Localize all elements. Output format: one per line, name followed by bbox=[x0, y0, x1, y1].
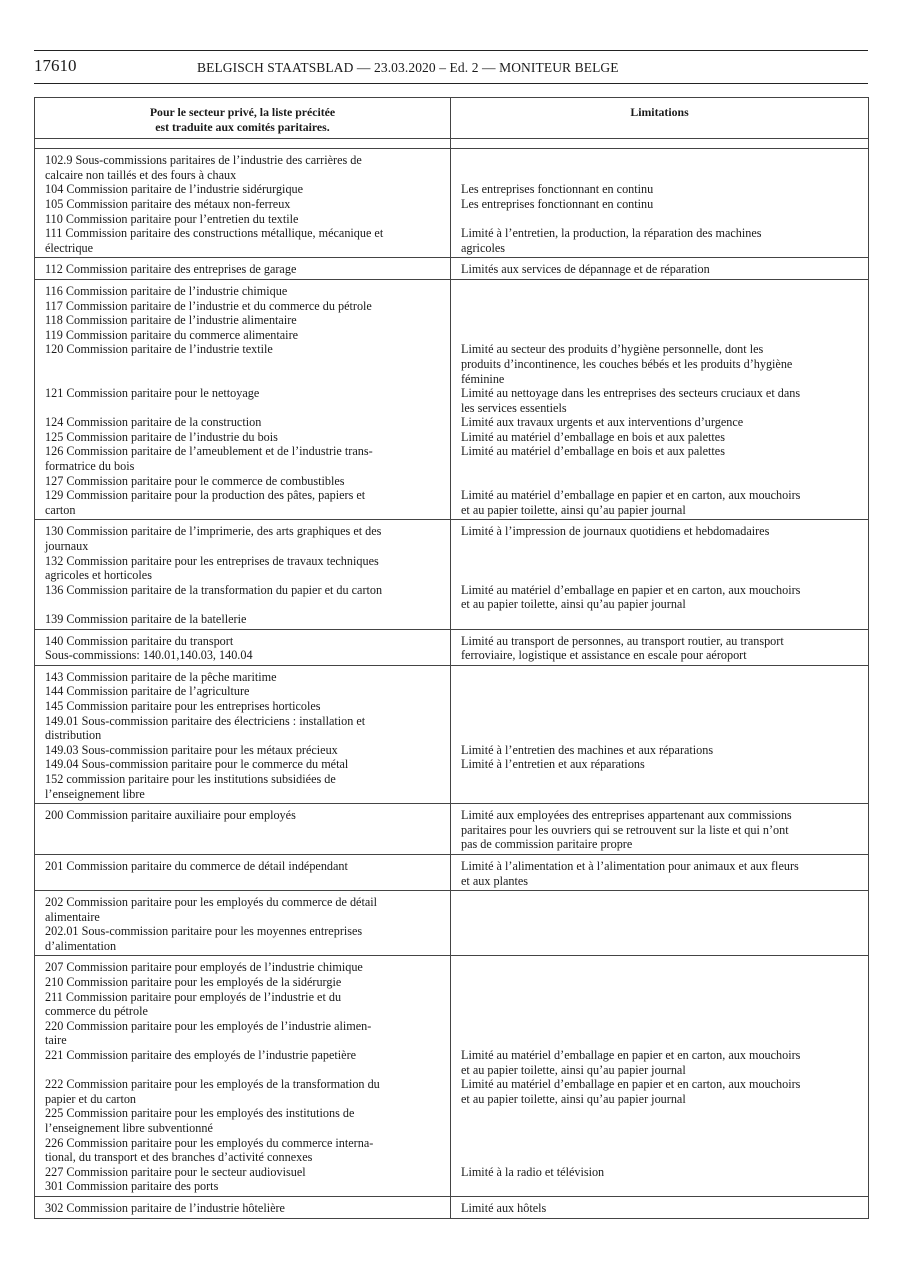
committee-line: 227 Commission paritaire pour le secteur audiovisuel bbox=[45, 1164, 306, 1179]
limitation-line: Limité à l’impression de journaux quotidiens et hebdomadaires bbox=[461, 524, 770, 539]
limitation-line: Limité au nettoyage dans les entreprises des secteurs cruciaux et dans bbox=[461, 386, 801, 401]
limitation-line bbox=[461, 714, 858, 729]
limitation-line: Limité au matériel d’emballage en papier et en carton, aux mouchoirs bbox=[461, 582, 801, 597]
table-row bbox=[35, 665, 869, 803]
limitation-line bbox=[461, 684, 858, 699]
limitation-line: Limité au transport de personnes, au transport routier, au transport bbox=[461, 633, 784, 648]
limitation-line bbox=[461, 787, 858, 802]
limitation-line bbox=[461, 1033, 858, 1048]
limitation-line bbox=[461, 612, 858, 627]
limitation-line bbox=[461, 474, 858, 489]
table-row bbox=[35, 520, 869, 629]
limitation-cell bbox=[451, 956, 869, 1197]
limitation-line: Limité au matériel d’emballage en papier et en carton, aux mouchoirs bbox=[461, 488, 801, 503]
limitation-line: Limité à l’entretien des machines et aux réparations bbox=[461, 742, 714, 757]
committee-line: commerce du pétrole bbox=[45, 1004, 148, 1019]
committee-line: 152 commission paritaire pour les institutions subsidiées de bbox=[45, 771, 336, 786]
limitation-line bbox=[461, 699, 858, 714]
limitation-cell bbox=[451, 804, 869, 855]
committee-line bbox=[45, 372, 440, 387]
committee-line: Sous-commissions: 140.01,140.03, 140.04 bbox=[45, 648, 253, 663]
col1-header: Pour le secteur privé, la liste précitée est traduite aux comités paritaires. bbox=[35, 98, 451, 139]
limitation-line bbox=[461, 1150, 858, 1165]
limitation-line bbox=[461, 772, 858, 787]
limitation-line bbox=[461, 1004, 858, 1019]
committee-line: 149.04 Sous-commission paritaire pour le commerce du métal bbox=[45, 757, 349, 772]
committee-line: calcaire non taillés et des fours à chaux bbox=[45, 167, 237, 182]
limitation-cell bbox=[451, 854, 869, 890]
limitation-line: Limité au secteur des produits d’hygiène personnelle, dont les bbox=[461, 342, 764, 357]
committee-line: 210 Commission paritaire pour les employés de la sidérurgie bbox=[45, 975, 342, 990]
committee-line: journaux bbox=[45, 539, 89, 554]
committee-cell bbox=[35, 149, 451, 258]
limitation-line bbox=[461, 960, 858, 975]
committee-line bbox=[45, 401, 440, 416]
committee-line: 201 Commission paritaire du commerce de détail indépendant bbox=[45, 858, 348, 873]
committee-cell bbox=[35, 279, 451, 520]
committee-line: 110 Commission paritaire pour l’entretien du textile bbox=[45, 211, 299, 226]
table-row bbox=[35, 629, 869, 665]
committee-line bbox=[45, 874, 440, 889]
committee-cell bbox=[35, 665, 451, 803]
committee-line: 301 Commission paritaire des ports bbox=[45, 1179, 219, 1194]
limitation-cell bbox=[451, 258, 869, 280]
committee-line: 145 Commission paritaire pour les entreprises horticoles bbox=[45, 698, 321, 713]
limitation-line: féminine bbox=[461, 371, 505, 386]
committee-line: d’alimentation bbox=[45, 938, 117, 953]
limitation-cell bbox=[451, 629, 869, 665]
committee-line: 136 Commission paritaire de la transformation du papier et du carton bbox=[45, 582, 383, 597]
limitation-line bbox=[461, 670, 858, 685]
limitation-cell bbox=[451, 520, 869, 629]
committee-line: 139 Commission paritaire de la batellerie bbox=[45, 612, 247, 626]
limitation-line: ferroviaire, logistique et assistance en escale pour aéroport bbox=[461, 648, 747, 663]
committee-line: 130 Commission paritaire de l’imprimerie, des arts graphiques et des bbox=[45, 524, 382, 539]
committee-line bbox=[45, 837, 440, 852]
limitation-line: et au papier toilette, ainsi qu’au papier journal bbox=[461, 1091, 686, 1106]
committee-line: 226 Commission paritaire pour les employés du commerce interna- bbox=[45, 1135, 374, 1150]
table-row bbox=[35, 956, 869, 1197]
committee-line: papier et du carton bbox=[45, 1091, 137, 1106]
limitation-line bbox=[461, 924, 858, 939]
limitation-line: pas de commission paritaire propre bbox=[461, 837, 633, 852]
committee-line: 102.9 Sous-commissions paritaires de l’industrie des carrières de bbox=[45, 153, 362, 168]
committee-line: 143 Commission paritaire de la pêche maritime bbox=[45, 669, 277, 684]
committee-line: 105 Commission paritaire des métaux non-ferreux bbox=[45, 196, 291, 211]
committee-line: 120 Commission paritaire de l’industrie textile bbox=[45, 342, 273, 357]
committee-line: 112 Commission paritaire des entreprises de garage bbox=[45, 262, 297, 277]
committee-line: 207 Commission paritaire pour employés de l’industrie chimique bbox=[45, 960, 363, 975]
committee-line bbox=[45, 1063, 440, 1078]
limitation-line bbox=[461, 895, 858, 910]
committee-line: l’enseignement libre bbox=[45, 786, 145, 801]
committee-line: tional, du transport et des branches d’activité connexes bbox=[45, 1150, 313, 1165]
top-rule bbox=[34, 50, 868, 51]
committee-line bbox=[45, 357, 440, 372]
limitation-cell bbox=[451, 665, 869, 803]
committee-line: taire bbox=[45, 1033, 67, 1048]
table-row bbox=[35, 854, 869, 890]
committee-line: 116 Commission paritaire de l’industrie chimique bbox=[45, 283, 288, 298]
limitation-line bbox=[461, 168, 858, 183]
committee-cell bbox=[35, 804, 451, 855]
committee-line: 129 Commission paritaire pour la production des pâtes, papiers et bbox=[45, 488, 366, 503]
committee-line: 220 Commission paritaire pour les employés de l’industrie alimen- bbox=[45, 1018, 372, 1033]
committee-line: carton bbox=[45, 502, 76, 517]
header-rule bbox=[34, 83, 868, 84]
limitation-line bbox=[461, 939, 858, 954]
page-number: 17610 bbox=[34, 56, 77, 75]
committee-line: 211 Commission paritaire pour employés de l’industrie et du bbox=[45, 989, 342, 1004]
limitation-line bbox=[461, 568, 858, 583]
col2-header: Limitations bbox=[451, 98, 869, 139]
limitation-cell bbox=[451, 279, 869, 520]
limitation-line: et au papier toilette, ainsi qu’au papier journal bbox=[461, 1062, 686, 1077]
limitation-line: Les entreprises fonctionnant en continu bbox=[461, 196, 654, 211]
committee-line: distribution bbox=[45, 728, 102, 743]
committee-cell bbox=[35, 258, 451, 280]
committee-line: électrique bbox=[45, 240, 94, 255]
limitation-line: et aux plantes bbox=[461, 873, 529, 888]
limitation-line: Les entreprises fonctionnant en continu bbox=[461, 182, 654, 197]
committee-line: 104 Commission paritaire de l’industrie sidérurgique bbox=[45, 182, 304, 197]
limitation-line: produits d’incontinence, les couches bébés et les produits d’hygiène bbox=[461, 356, 793, 371]
committee-cell bbox=[35, 956, 451, 1197]
committee-line: 118 Commission paritaire de l’industrie alimentaire bbox=[45, 313, 297, 328]
limitation-line: Limité au matériel d’emballage en bois et aux palettes bbox=[461, 444, 725, 459]
committee-line: 144 Commission paritaire de l’agriculture bbox=[45, 684, 250, 699]
committee-line: 302 Commission paritaire de l’industrie hôtelière bbox=[45, 1200, 285, 1215]
limitation-line bbox=[461, 1121, 858, 1136]
committee-cell bbox=[35, 520, 451, 629]
limitation-line bbox=[461, 554, 858, 569]
committee-line: 119 Commission paritaire du commerce alimentaire bbox=[45, 327, 299, 342]
limitation-line: Limité au matériel d’emballage en bois et aux palettes bbox=[461, 429, 725, 444]
limitation-line bbox=[461, 1179, 858, 1194]
committee-line: 121 Commission paritaire pour le nettoyage bbox=[45, 386, 260, 401]
limitation-cell bbox=[451, 891, 869, 956]
table-row bbox=[35, 258, 869, 280]
limitation-line bbox=[461, 212, 858, 227]
running-title: BELGISCH STAATSBLAD — 23.03.2020 – Ed. 2 — MONITEUR BELGE bbox=[197, 60, 619, 75]
committee-line: 202.01 Sous-commission paritaire pour les moyennes entreprises bbox=[45, 924, 363, 939]
limitation-cell bbox=[451, 1196, 869, 1218]
table-row bbox=[35, 279, 869, 520]
committee-line: 117 Commission paritaire de l’industrie et du commerce du pétrole bbox=[45, 298, 372, 313]
committee-line: 126 Commission paritaire de l’ameublement et de l’industrie trans- bbox=[45, 444, 373, 459]
committee-line: 140 Commission paritaire du transport bbox=[45, 633, 234, 648]
limitation-line bbox=[461, 1136, 858, 1151]
limitation-line: les services essentiels bbox=[461, 400, 567, 415]
blank-row bbox=[35, 139, 869, 149]
limitation-line bbox=[461, 284, 858, 299]
limitation-line bbox=[461, 299, 858, 314]
limitation-line bbox=[461, 990, 858, 1005]
table-row bbox=[35, 891, 869, 956]
committee-line: 202 Commission paritaire pour les employés du commerce de détail bbox=[45, 895, 378, 910]
limitation-line: Limités aux services de dépannage et de réparation bbox=[461, 262, 710, 277]
table-row bbox=[35, 149, 869, 258]
committee-line: 132 Commission paritaire pour les entreprises de travaux techniques bbox=[45, 553, 379, 568]
limitation-line bbox=[461, 728, 858, 743]
committee-cell bbox=[35, 854, 451, 890]
limitation-line bbox=[461, 328, 858, 343]
committee-cell bbox=[35, 629, 451, 665]
committee-line: 125 Commission paritaire de l’industrie du bois bbox=[45, 429, 278, 444]
committee-line: alimentaire bbox=[45, 909, 100, 924]
limitation-line bbox=[461, 910, 858, 925]
limitation-line: et au papier toilette, ainsi qu’au papier journal bbox=[461, 597, 686, 612]
limitation-line: Limité au matériel d’emballage en papier et en carton, aux mouchoirs bbox=[461, 1077, 801, 1092]
committee-line: 221 Commission paritaire des employés de l’industrie papetière bbox=[45, 1048, 357, 1063]
limitation-line: Limité aux travaux urgents et aux interventions d’urgence bbox=[461, 415, 744, 430]
limitation-line: Limité à l’entretien et aux réparations bbox=[461, 757, 645, 772]
limitation-line bbox=[461, 313, 858, 328]
limitation-line bbox=[461, 1106, 858, 1121]
limitation-line: Limité au matériel d’emballage en papier et en carton, aux mouchoirs bbox=[461, 1048, 801, 1063]
committee-line: 127 Commission paritaire pour le commerce de combustibles bbox=[45, 473, 345, 488]
limitation-line bbox=[461, 975, 858, 990]
table-header-row bbox=[35, 98, 869, 139]
committee-line: 225 Commission paritaire pour les employés des institutions de bbox=[45, 1106, 355, 1121]
joint-committee-table bbox=[34, 97, 869, 1219]
limitation-cell bbox=[451, 149, 869, 258]
committee-cell bbox=[35, 1196, 451, 1218]
committee-line bbox=[45, 597, 440, 612]
committee-line: 149.03 Sous-commission paritaire pour les métaux précieux bbox=[45, 742, 338, 757]
limitation-line: Limité à l’alimentation et à l’alimentation pour animaux et aux fleurs bbox=[461, 858, 799, 873]
limitation-line: Limité à la radio et télévision bbox=[461, 1164, 605, 1179]
limitation-line bbox=[461, 539, 858, 554]
committee-line: 149.01 Sous-commission paritaire des électriciens : installation et bbox=[45, 713, 366, 728]
limitation-line bbox=[461, 1019, 858, 1034]
table-row bbox=[35, 1196, 869, 1218]
committee-cell bbox=[35, 891, 451, 956]
limitation-line: agricoles bbox=[461, 240, 505, 255]
committee-line: 111 Commission paritaire des constructions métallique, mécanique et bbox=[45, 226, 384, 241]
table-body bbox=[35, 139, 869, 1218]
committee-line: 200 Commission paritaire auxiliaire pour employés bbox=[45, 808, 296, 823]
committee-line: formatrice du bois bbox=[45, 459, 135, 474]
committee-line: 124 Commission paritaire de la construction bbox=[45, 415, 262, 430]
limitation-line: Limité aux hôtels bbox=[461, 1200, 547, 1215]
committee-line: agricoles et horticoles bbox=[45, 568, 152, 583]
limitation-line: paritaires pour les ouvriers qui se retrouvent sur la liste et qui n’ont bbox=[461, 822, 789, 837]
limitation-line: Limité aux employées des entreprises appartenant aux commissions bbox=[461, 808, 792, 823]
committee-line: l’enseignement libre subventionné bbox=[45, 1121, 213, 1135]
limitation-line bbox=[461, 153, 858, 168]
committee-line: 222 Commission paritaire pour les employés de la transformation du bbox=[45, 1077, 380, 1092]
limitation-line: Limité à l’entretien, la production, la réparation des machines bbox=[461, 226, 762, 241]
limitation-line: et au papier toilette, ainsi qu’au papier journal bbox=[461, 502, 686, 517]
table-row bbox=[35, 804, 869, 855]
committee-line bbox=[45, 823, 440, 838]
limitation-line bbox=[461, 459, 858, 474]
